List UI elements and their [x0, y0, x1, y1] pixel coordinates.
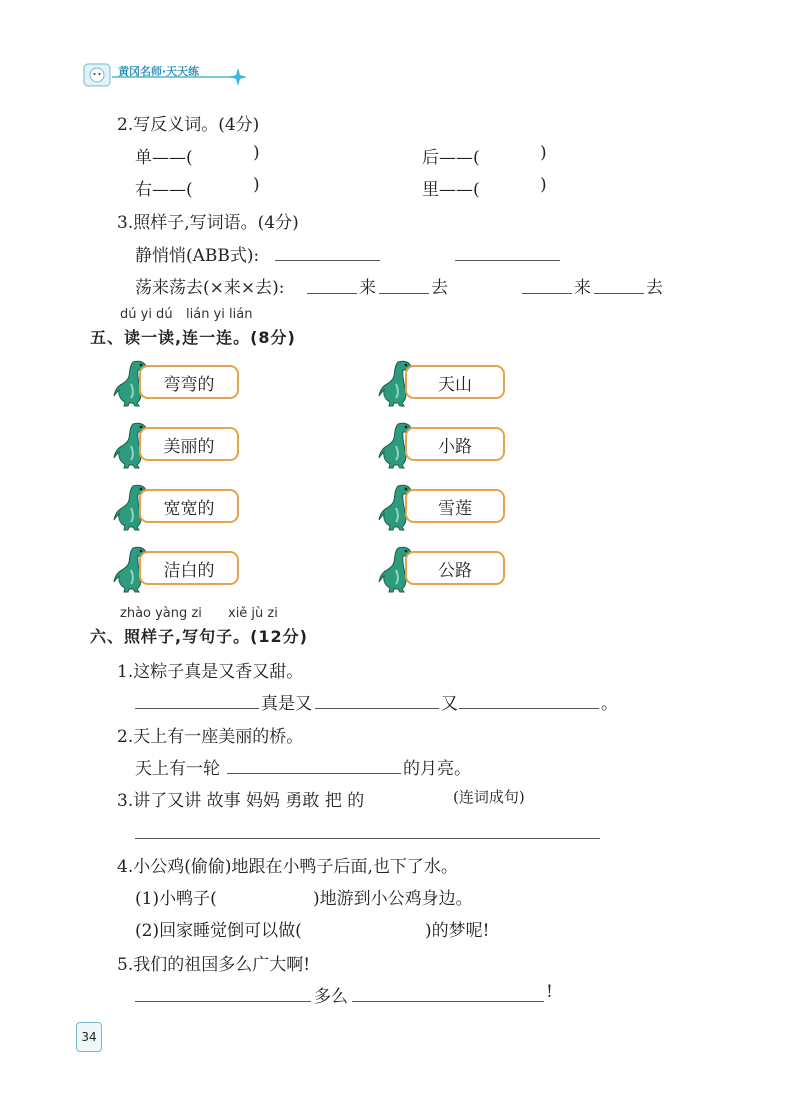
q3-qu-2: 去	[646, 278, 663, 298]
s6-q1-p2: 又	[441, 694, 458, 714]
q2-pair-3-close: )	[253, 175, 260, 195]
q2-pair-4: 里——(	[422, 180, 480, 200]
q3-title: 3.照样子,写词语。(4分)	[117, 213, 299, 233]
s6-q4-example: 4.小公鸡(偷偷)地跟在小鸭子后面,也下了水。	[117, 857, 458, 877]
q2-pair-1-close: )	[253, 143, 260, 163]
q2-pair-2: 后——(	[422, 148, 480, 168]
q2-pair-2-close: )	[540, 143, 547, 163]
s6-q3-note: (连词成句)	[453, 788, 525, 806]
q3-lai-1: 来	[359, 278, 376, 298]
q3-qu-1: 去	[431, 278, 448, 298]
match-right-3[interactable]: 雪莲	[405, 489, 505, 523]
q3-xlx-blank-1[interactable]	[307, 293, 357, 294]
s6-q4a-start: (1)小鸭子(	[135, 889, 217, 909]
s6-q3-answer-line[interactable]	[135, 838, 600, 839]
s6-q3-prompt: 3.讲了又讲 故事 妈妈 勇敢 把 的	[117, 791, 365, 811]
s6-q5-blank-2[interactable]	[352, 1001, 544, 1002]
s6-q1-example: 1.这粽子真是又香又甜。	[117, 662, 304, 682]
s6-q4a-end: )地游到小公鸡身边。	[313, 889, 473, 909]
q2-pair-1: 单——(	[135, 148, 193, 168]
s6-q5-example: 5.我们的祖国多么广大啊!	[117, 955, 311, 975]
s6-q5-end: !	[546, 982, 553, 1002]
match-left-1[interactable]: 弯弯的	[139, 365, 239, 399]
s6-q2-start: 天上有一轮	[135, 759, 220, 779]
q3-xlx-label: 荡来荡去(×来×去):	[135, 278, 285, 298]
q2-title: 2.写反义词。(4分)	[117, 115, 260, 135]
s6-q4b-end: )的梦呢!	[425, 921, 490, 941]
s6-q1-p1: 真是又	[261, 694, 312, 714]
q2-pair-3: 右——(	[135, 180, 193, 200]
q3-xlx-blank-3[interactable]	[522, 293, 572, 294]
s6-q4b-start: (2)回家睡觉倒可以做(	[135, 921, 302, 941]
page-number: 34	[76, 1022, 102, 1052]
s6-q2-blank[interactable]	[227, 773, 401, 774]
match-left-2[interactable]: 美丽的	[139, 427, 239, 461]
match-right-2[interactable]: 小路	[405, 427, 505, 461]
s6-q1-blank-3[interactable]	[459, 708, 599, 709]
s6-q1-end: 。	[601, 694, 618, 714]
q3-xlx-blank-4[interactable]	[594, 293, 644, 294]
s6-title: 六、照样子,写句子。(12分)	[90, 627, 308, 646]
s5-pinyin-1: dú yi dú	[120, 307, 173, 322]
q3-abb-blank-1[interactable]	[275, 260, 380, 261]
s6-q1-blank-1[interactable]	[135, 708, 259, 709]
s6-q2-end: 的月亮。	[403, 759, 471, 779]
s5-pinyin-2: lián yi lián	[186, 307, 253, 322]
s6-pinyin-2: xiě jù zi	[228, 606, 278, 621]
s5-title: 五、读一读,连一连。(8分)	[90, 328, 296, 347]
q3-lai-2: 来	[574, 278, 591, 298]
s6-q1-blank-2[interactable]	[315, 708, 439, 709]
match-right-4[interactable]: 公路	[405, 551, 505, 585]
s6-q5-mid: 多么	[314, 987, 348, 1007]
q3-xlx-blank-2[interactable]	[379, 293, 429, 294]
q3-abb-label: 静悄悄(ABB式):	[135, 246, 260, 266]
match-left-4[interactable]: 洁白的	[139, 551, 239, 585]
match-right-1[interactable]: 天山	[405, 365, 505, 399]
s6-q5-blank-1[interactable]	[135, 1001, 311, 1002]
header-logo	[82, 60, 252, 90]
match-left-3[interactable]: 宽宽的	[139, 489, 239, 523]
q3-abb-blank-2[interactable]	[455, 260, 560, 261]
logo-text: 黄冈名师·天天练	[118, 65, 200, 78]
s6-pinyin-1: zhào yàng zi	[120, 606, 202, 621]
s6-q2-example: 2.天上有一座美丽的桥。	[117, 727, 304, 747]
q2-pair-4-close: )	[540, 175, 547, 195]
